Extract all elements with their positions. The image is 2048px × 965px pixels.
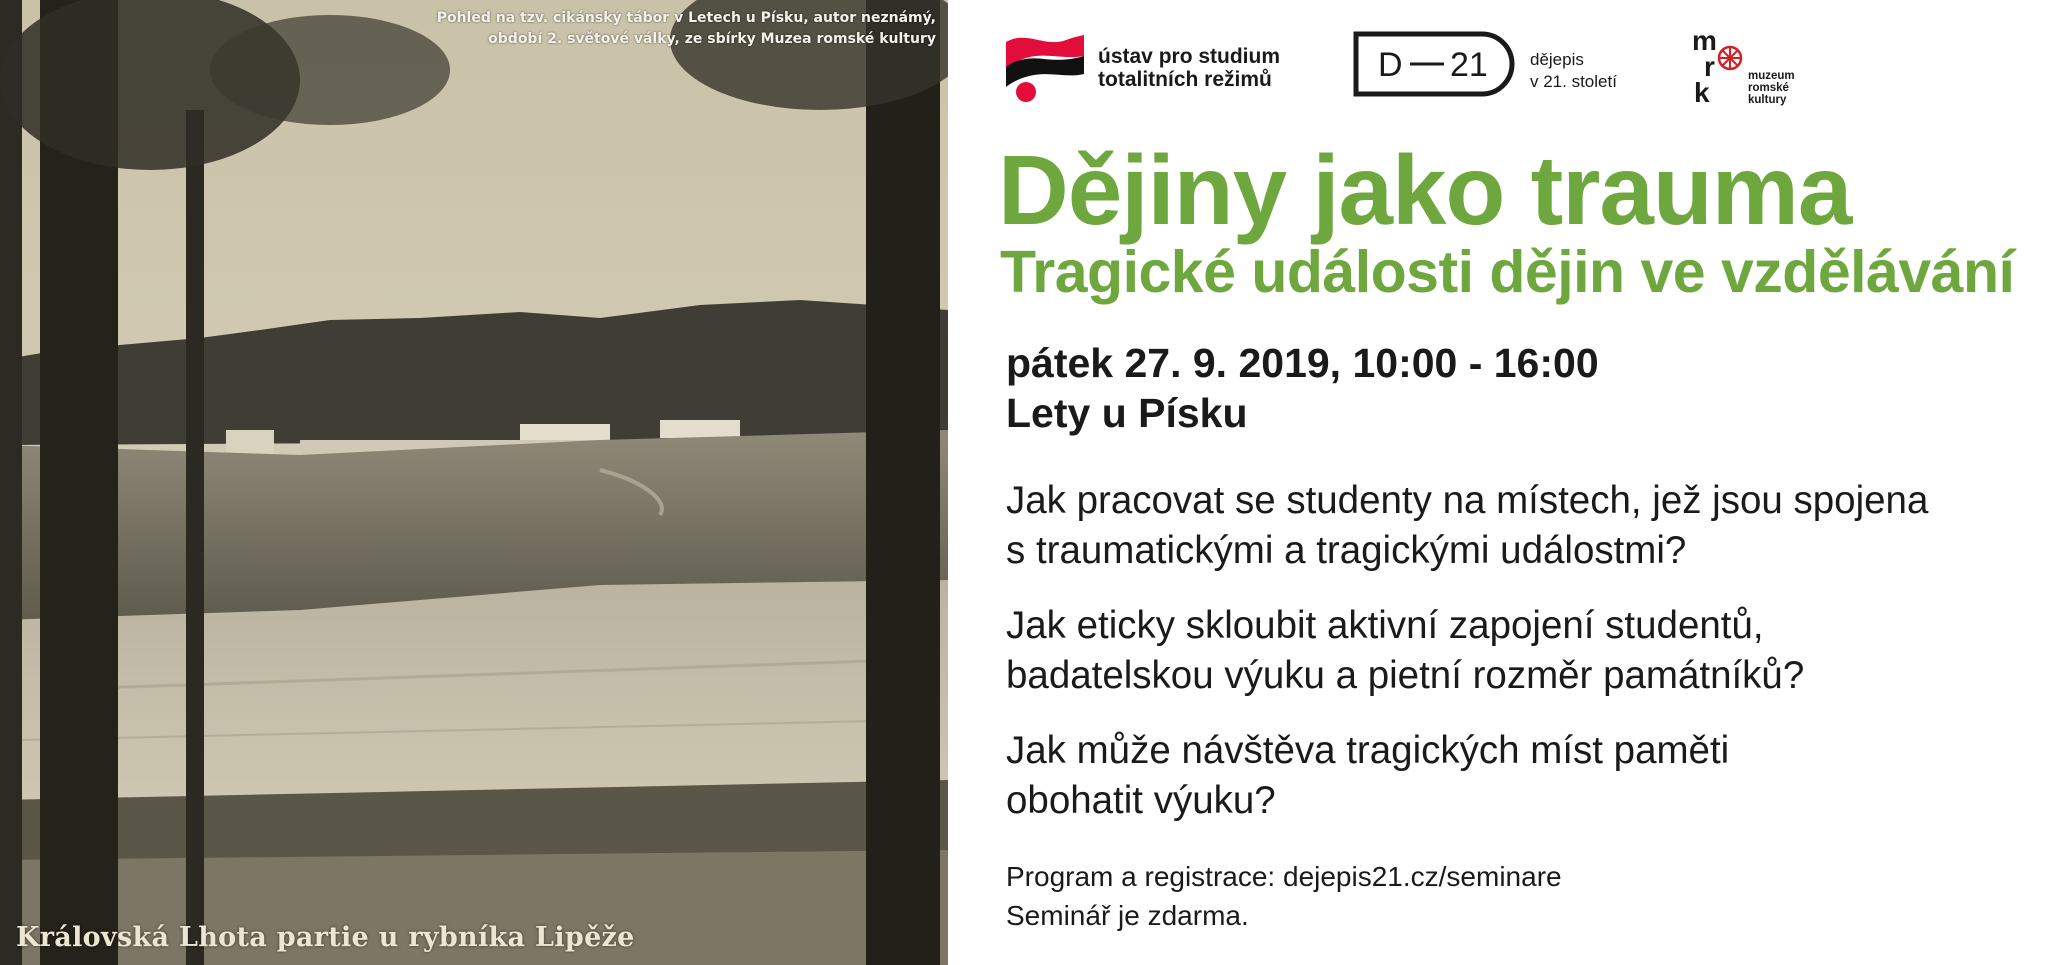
question-item bbox=[1006, 601, 2016, 701]
ustr-flag-icon bbox=[1004, 32, 1086, 104]
question-line: Jak může návštěva tragických míst paměti bbox=[1006, 729, 1730, 772]
d21-logo[interactable] bbox=[1352, 30, 1617, 98]
svg-text:m: m bbox=[1692, 28, 1717, 56]
d21-logo-line: v 21. století bbox=[1530, 72, 1617, 91]
mrk-logo-line: muzeum bbox=[1748, 70, 1795, 82]
event-place: Lety u Písku bbox=[1006, 390, 1248, 436]
photo-caption: Královská Lhota partie u rybníka Lipěže bbox=[16, 922, 635, 953]
svg-text:k: k bbox=[1694, 77, 1710, 106]
event-details bbox=[1006, 338, 1599, 438]
event-date-time: pátek 27. 9. 2019, 10:00 - 16:00 bbox=[1006, 340, 1599, 386]
question-line: s traumatickými a tragickými událostmi? bbox=[1006, 529, 1687, 572]
photo-credit-line: Pohled na tzv. cikánský tábor v Letech u Písku, autor neznámý, bbox=[436, 10, 936, 26]
mrk-logo-line: kultury bbox=[1748, 94, 1787, 106]
footer-info bbox=[1006, 857, 1562, 935]
question-line: Jak pracovat se studenty na místech, jež jsou spojena bbox=[1006, 479, 1929, 522]
question-item bbox=[1006, 726, 2016, 826]
svg-text:21: 21 bbox=[1450, 46, 1488, 84]
ustr-logo-text bbox=[1098, 45, 1280, 91]
photo-landscape-image bbox=[0, 0, 948, 965]
photo-credit-line: období 2. světové války, ze sbírky Muzea romské kultury bbox=[488, 31, 936, 47]
mrk-logo-text bbox=[1748, 70, 1795, 106]
questions-list bbox=[1006, 476, 2016, 851]
question-line: Jak eticky skloubit aktivní zapojení studentů, bbox=[1006, 604, 1764, 647]
historical-photo bbox=[0, 0, 948, 965]
page-subtitle: Tragické události dějin ve vzdělávání bbox=[1000, 239, 2015, 305]
free-note: Seminář je zdarma. bbox=[1006, 900, 1249, 931]
ustr-logo[interactable] bbox=[1004, 32, 1280, 104]
mrk-logo-line: romské bbox=[1748, 82, 1789, 94]
svg-text:r: r bbox=[1704, 51, 1715, 82]
svg-text:D: D bbox=[1378, 46, 1403, 84]
mrk-mark-icon bbox=[1692, 28, 1744, 106]
mrk-logo[interactable] bbox=[1692, 28, 1795, 106]
question-line: obohatit výuku? bbox=[1006, 779, 1276, 822]
page-title: Dějiny jako trauma bbox=[998, 135, 1852, 245]
question-line: badatelskou výuku a pietní rozměr památníků? bbox=[1006, 654, 1805, 697]
d21-logo-text bbox=[1530, 49, 1617, 93]
registration-link[interactable]: Program a registrace: dejepis21.cz/seminare bbox=[1006, 861, 1562, 892]
ustr-logo-line: ústav pro studium bbox=[1098, 45, 1281, 68]
question-item bbox=[1006, 476, 2016, 576]
d21-logo-line: dějepis bbox=[1530, 50, 1584, 69]
d21-mark-icon bbox=[1352, 30, 1520, 98]
photo-credit bbox=[376, 8, 936, 50]
ustr-logo-line: totalitních režimů bbox=[1098, 68, 1272, 91]
